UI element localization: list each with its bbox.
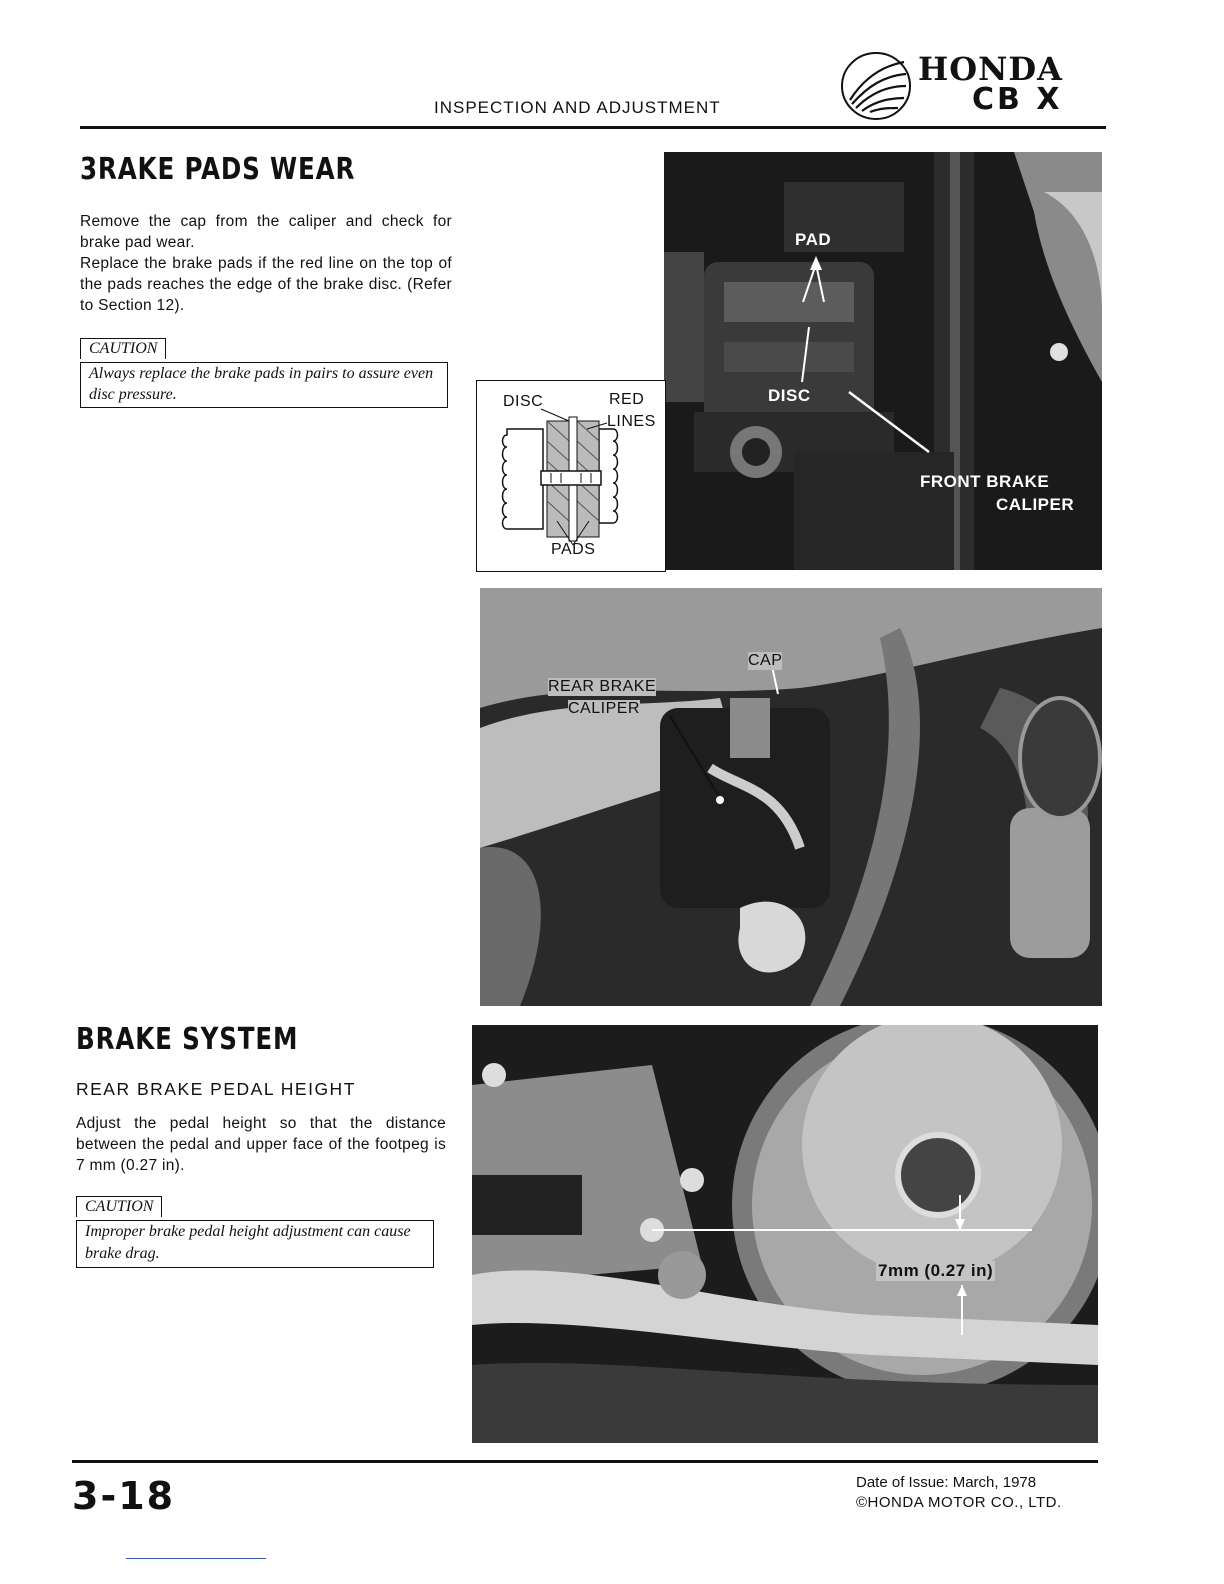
rear-caliper-label-line2: CALIPER [568, 700, 640, 717]
pads-caution-text: Always replace the brake pads in pairs to assure even disc pressure. [89, 365, 434, 403]
pad-wear-diagram [476, 380, 666, 572]
pads-paragraph-1: Remove the cap from the caliper and check for brake pad wear. [80, 213, 452, 251]
diagram-lines-label: LINES [607, 413, 656, 430]
front-pad-label: PAD [795, 230, 832, 249]
rear-cap-label: CAP [748, 652, 783, 669]
pedal-measure-label: 7mm (0.27 in) [878, 1261, 994, 1280]
header-rule [80, 126, 1106, 129]
system-caution-label: CAUTION [76, 1196, 162, 1217]
honda-wing-logo [838, 50, 914, 122]
page-number: 3-18 [72, 1474, 176, 1518]
copyright: ©HONDA MOTOR CO., LTD. [856, 1494, 1062, 1511]
diagram-disc-label: DISC [503, 393, 544, 410]
footer-rule [72, 1460, 1098, 1463]
model-name: CB X [972, 82, 1063, 117]
bottom-underline [126, 1558, 266, 1559]
pads-caution-label: CAUTION [80, 338, 166, 359]
front-caliper-photo [664, 152, 1102, 570]
brake-pedal-photo-art [472, 1025, 1098, 1443]
header-section-title: INSPECTION AND ADJUSTMENT [434, 98, 721, 117]
rear-caliper-photo-art [480, 588, 1102, 1006]
system-caution-text: Improper brake pedal height adjustment can cause brake drag. [85, 1223, 411, 1262]
diagram-pads-label: PADS [551, 541, 596, 558]
system-paragraph: Adjust the pedal height so that the distance between the pedal and upper face of the footpeg is 7 mm (0.27 in). [76, 1115, 446, 1174]
brand-name: HONDA [918, 50, 1063, 88]
diagram-red-label: RED [609, 391, 645, 408]
system-section-title: BRAKE SYSTEM [76, 1022, 299, 1057]
front-caliper-label-line2: CALIPER [996, 495, 1075, 514]
brake-pedal-photo [472, 1025, 1098, 1443]
pads-paragraph-2: Replace the brake pads if the red line on the top of the pads reaches the edge of the brake disc. (Refer to Section 12). [80, 255, 452, 314]
front-caliper-label-line1: FRONT BRAKE [920, 472, 1050, 491]
pads-section-title: 3RAKE PADS WEAR [80, 152, 356, 187]
pads-caution-box [80, 362, 448, 408]
system-subtitle: REAR BRAKE PEDAL HEIGHT [76, 1079, 356, 1099]
system-caution-box [76, 1220, 434, 1268]
front-disc-label: DISC [768, 386, 811, 405]
rear-caliper-photo [480, 588, 1102, 1006]
issue-date: Date of Issue: March, 1978 [856, 1474, 1037, 1491]
rear-caliper-label-line1: REAR BRAKE [548, 678, 657, 695]
